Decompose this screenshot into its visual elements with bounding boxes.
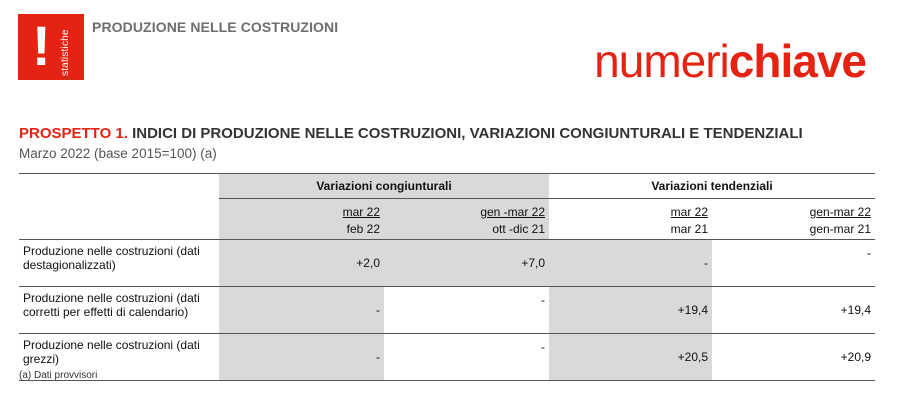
brand-light: numeri bbox=[594, 35, 729, 87]
istat-logo bbox=[18, 14, 84, 80]
column-header-bottom: feb 22 bbox=[219, 219, 384, 240]
column-header-bottom: gen-mar 21 bbox=[712, 219, 875, 240]
column-header-row-top bbox=[19, 199, 875, 220]
value-cell: +19,4 bbox=[712, 287, 875, 334]
prospetto-title-text: INDICI DI PRODUZIONE NELLE COSTRUZIONI, VARIAZIONI CONGIUNTURALI E TENDENZIALI bbox=[127, 125, 803, 142]
value-cell: +20,9 bbox=[712, 334, 875, 381]
prospetto-number: PROSPETTO 1. bbox=[19, 125, 128, 142]
column-header-bottom: mar 21 bbox=[549, 219, 712, 240]
value-cell: - bbox=[549, 240, 712, 287]
column-header-top: gen -mar 22 bbox=[480, 205, 546, 219]
section-title: PRODUZIONE NELLE COSTRUZIONI bbox=[92, 19, 339, 35]
value-cell: - bbox=[384, 334, 549, 381]
row-label: Produzione nelle costruzioni (dati grezzi) bbox=[19, 334, 219, 381]
group-header-tendenziali: Variazioni tendenziali bbox=[549, 174, 875, 199]
value-cell: +19,4 bbox=[549, 287, 712, 334]
group-header-row bbox=[19, 174, 875, 199]
value-cell: +2,0 bbox=[219, 240, 384, 287]
row-label: Produzione nelle costruzioni (dati corretti per effetti di calendario) bbox=[19, 287, 219, 334]
row-label: Produzione nelle costruzioni (dati destagionalizzati) bbox=[19, 240, 219, 287]
column-header-top: mar 22 bbox=[670, 205, 709, 219]
table-row bbox=[19, 240, 875, 287]
table-row bbox=[19, 287, 875, 334]
exclamation-logo-mark: ! bbox=[32, 14, 51, 77]
column-header-top: mar 22 bbox=[342, 205, 380, 219]
corner-cell bbox=[19, 174, 219, 199]
value-cell: - bbox=[219, 334, 384, 381]
value-cell: +20,5 bbox=[549, 334, 712, 381]
value-cell: - bbox=[384, 287, 549, 334]
brand-bold: chiave bbox=[728, 35, 866, 87]
footnote: (a) Dati provvisori bbox=[19, 370, 98, 381]
prospetto-subtitle: Marzo 2022 (base 2015=100) (a) bbox=[19, 146, 217, 161]
column-header-row-bottom bbox=[19, 219, 875, 240]
column-header-top: gen-mar 22 bbox=[809, 205, 872, 219]
group-header-congiunturali: Variazioni congiunturali bbox=[219, 174, 549, 199]
table-row bbox=[19, 334, 875, 381]
value-cell: - bbox=[712, 240, 875, 287]
column-header-bottom: ott -dic 21 bbox=[384, 219, 549, 240]
value-cell: +7,0 bbox=[384, 240, 549, 287]
brand-wordmark bbox=[594, 36, 866, 86]
data-table bbox=[19, 173, 875, 381]
value-cell: - bbox=[219, 287, 384, 334]
prospetto-title bbox=[19, 125, 803, 142]
logo-vertical-text: statistiche bbox=[60, 29, 71, 76]
